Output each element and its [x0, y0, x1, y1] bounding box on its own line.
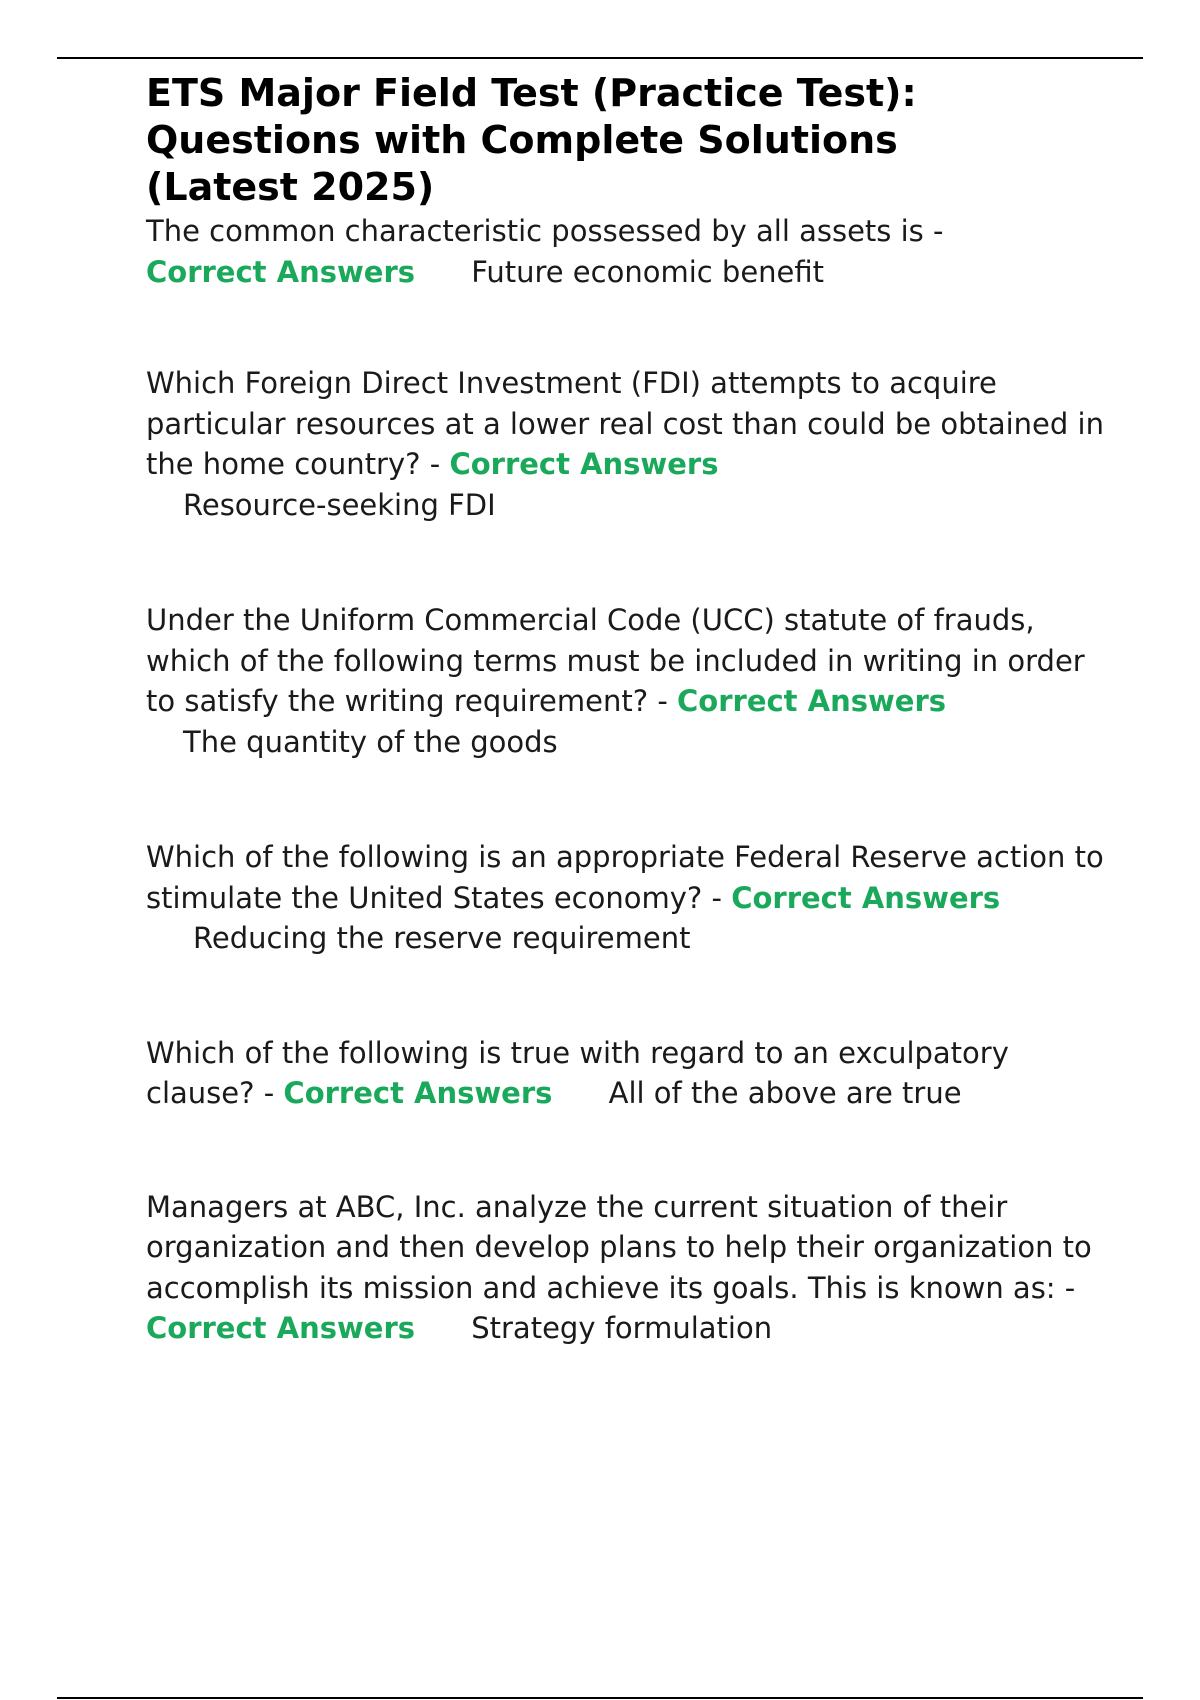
correct-answers-marker: Correct Answers	[146, 254, 416, 289]
correct-answers-marker: Correct Answers	[146, 1311, 416, 1345]
answer-text: Resource-seeking FDI	[183, 487, 496, 522]
answer-text: Reducing the reserve requirement	[193, 921, 691, 955]
answer-text: The quantity of the goods	[183, 724, 558, 759]
qa-item-4	[146, 837, 1106, 959]
answer-text: Future economic benefit	[471, 254, 825, 289]
correct-answers-marker: Correct Answers	[283, 1076, 553, 1110]
correct-answers-marker: Correct Answers	[731, 880, 1001, 915]
document-body	[146, 70, 1106, 1349]
question-text: Which of the following is true with regard to an exculpatory clause? -	[146, 1035, 1009, 1110]
title-line-2: Questions with Complete Solutions	[146, 118, 898, 162]
qa-item-3	[146, 600, 1106, 762]
qa-item-6	[146, 1187, 1106, 1349]
question-text: Which Foreign Direct Investment (FDI) attempts to acquire particular resources at a lower real cost than could be obtained in the home country? -	[146, 366, 1104, 481]
correct-answers-marker: Correct Answers	[677, 684, 947, 718]
question-text: Which of the following is an appropriate Federal Reserve action to stimulate the United States economy? -	[146, 840, 1104, 915]
question-text: Managers at ABC, Inc. analyze the current situation of their organization and then develop plans to help their organization to accomplish its mission and achieve its goals. This is known as: -	[146, 1189, 1092, 1305]
document-title	[146, 70, 1106, 211]
title-line-1: ETS Major Field Test (Practice Test):	[146, 71, 917, 115]
title-line-3: (Latest 2025)	[146, 165, 435, 209]
qa-item-1	[146, 211, 1106, 292]
answer-text: Strategy formulation	[471, 1311, 773, 1345]
qa-item-5	[146, 1033, 1106, 1114]
question-text: The common characteristic possessed by all assets is -	[146, 214, 944, 248]
bottom-rule	[57, 1697, 1143, 1699]
correct-answers-marker: Correct Answers	[449, 447, 719, 481]
qa-item-2	[146, 363, 1106, 525]
question-text: Under the Uniform Commercial Code (UCC) statute of frauds, which of the following terms must be included in writing in order to satisfy the writing requirement? -	[146, 603, 1085, 718]
answer-text: All of the above are true	[608, 1076, 962, 1110]
top-rule	[57, 57, 1143, 59]
